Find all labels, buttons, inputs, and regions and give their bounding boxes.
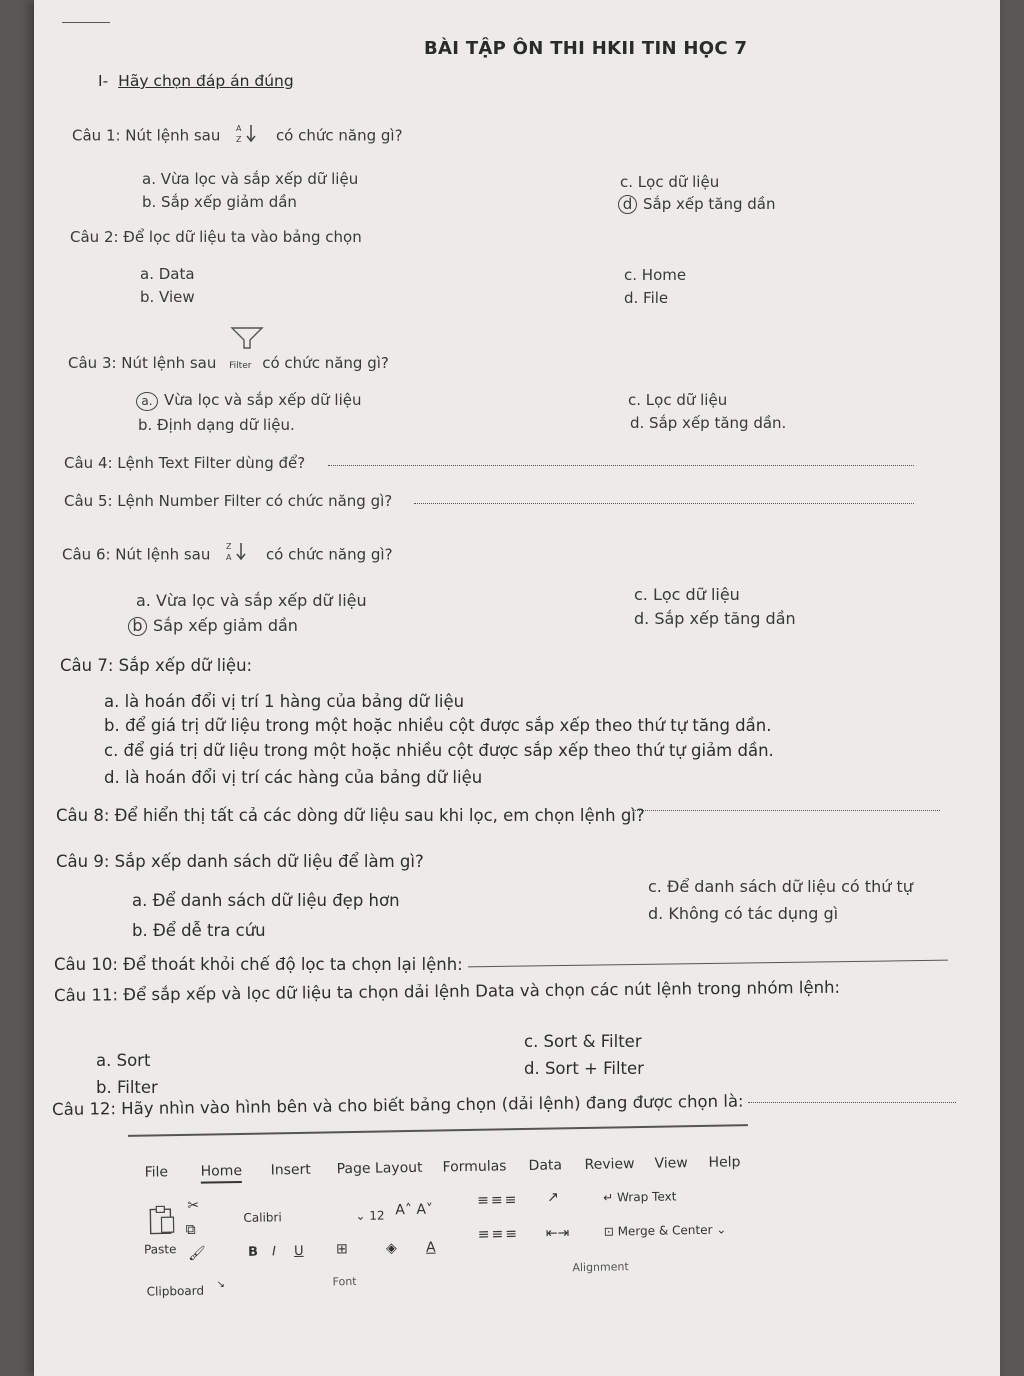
answer-line <box>414 503 914 504</box>
filter-icon-label: Filter <box>229 361 252 371</box>
q6-option-d: d. Sắp xếp tăng dần <box>634 609 796 628</box>
question-2-text: Câu 2: Để lọc dữ liệu ta vào bảng chọn <box>70 228 362 246</box>
q2-option-b: b. View <box>140 288 195 306</box>
question-6-text: Câu 6: Nút lệnh sau <box>62 545 211 564</box>
section-number: I- <box>98 72 109 90</box>
ribbon-tab-insert: Insert <box>270 1161 311 1179</box>
q3-option-b: b. Định dạng dữ liệu. <box>138 416 295 434</box>
ribbon-tab-file: File <box>144 1164 169 1181</box>
q1-option-d <box>618 195 776 214</box>
question-1-suffix: có chức năng gì? <box>275 126 403 145</box>
answer-line <box>328 465 914 466</box>
q7-option-a: a. là hoán đổi vị trí 1 hàng của bảng dữ liệu <box>104 692 465 711</box>
answer-line <box>632 810 940 811</box>
font-size-box: ⌄ 12 <box>355 1208 385 1223</box>
grow-font-icon: A˄ A˅ <box>395 1201 434 1219</box>
q6-option-b-text: Sắp xếp giảm dần <box>153 616 298 635</box>
q1-option-c: c. Lọc dữ liệu <box>620 173 720 191</box>
question-8-text: Câu 8: Để hiển thị tất cả các dòng dữ liệu sau khi lọc, em chọn lệnh gì? <box>56 806 645 825</box>
ribbon-tab-review: Review <box>584 1156 635 1173</box>
q1-option-a: a. Vừa lọc và sắp xếp dữ liệu <box>142 170 359 188</box>
horizontal-align-icons: ≡≡≡ <box>477 1226 520 1243</box>
format-painter-icon: 🖌 <box>187 1245 207 1262</box>
ribbon-tab-page-layout: Page Layout <box>336 1159 423 1178</box>
ribbon-tab-help: Help <box>708 1154 741 1171</box>
sort-descending-icon <box>225 540 251 570</box>
q3-option-c: c. Lọc dữ liệu <box>628 391 728 409</box>
page-title: BÀI TẬP ÔN THI HKII TIN HỌC 7 <box>424 38 748 59</box>
question-10-text: Câu 10: Để thoát khỏi chế độ lọc ta chọn lại lệnh: <box>54 955 463 974</box>
worksheet-page <box>34 0 1000 1376</box>
q2-option-d: d. File <box>624 289 669 307</box>
question-11-text: Câu 11: Để sắp xếp và lọc dữ liệu ta chọn dải lệnh Data và chọn các nút lệnh trong nhóm lệnh: <box>54 977 841 1005</box>
corner-mark <box>62 22 110 23</box>
q1-option-d-text: Sắp xếp tăng dần <box>643 195 776 213</box>
q11-option-b: b. Filter <box>96 1078 158 1097</box>
merge-center-label: Merge & Center <box>617 1222 713 1239</box>
q3-option-d: d. Sắp xếp tăng dần. <box>630 414 787 432</box>
answer-circle: b <box>128 617 147 636</box>
font-size-value: 12 <box>369 1208 385 1223</box>
cut-icon: ✂ <box>187 1197 200 1214</box>
q11-option-d: d. Sort + Filter <box>524 1059 644 1078</box>
q6-option-c: c. Lọc dữ liệu <box>634 585 740 604</box>
q11-option-a: a. Sort <box>96 1051 151 1070</box>
font-name-box: Calibri <box>243 1210 282 1225</box>
answer-circle: a. <box>136 392 158 411</box>
ribbon-tab-formulas: Formulas <box>442 1158 507 1176</box>
bold-icon: B <box>247 1244 259 1260</box>
question-6 <box>62 540 393 570</box>
wrap-text-button: ↵ Wrap Text <box>603 1189 677 1205</box>
question-3-suffix: có chức năng gì? <box>262 354 389 372</box>
q2-option-c: c. Home <box>624 266 687 284</box>
answer-line <box>468 960 948 968</box>
q1-option-b: b. Sắp xếp giảm dần <box>142 193 297 211</box>
q11-option-c: c. Sort & Filter <box>524 1032 642 1051</box>
font-color-icon: A <box>425 1239 436 1256</box>
orientation-icon: ↗ <box>547 1189 560 1206</box>
sort-ascending-icon <box>235 122 261 150</box>
dialog-launcher-icon: ↘ <box>216 1279 226 1291</box>
q9-option-d: d. Không có tác dụng gì <box>648 904 839 923</box>
question-4-text: Câu 4: Lệnh Text Filter dùng để? <box>64 454 306 472</box>
question-9-text: Câu 9: Sắp xếp danh sách dữ liệu để làm gì? <box>56 852 424 871</box>
question-1 <box>72 122 403 150</box>
svg-text:A: A <box>226 553 232 562</box>
excel-ribbon-image <box>124 1124 767 1315</box>
svg-text:A: A <box>236 124 242 133</box>
ribbon-tab-view: View <box>654 1155 688 1172</box>
question-6-suffix: có chức năng gì? <box>265 545 393 564</box>
section-title: Hãy chọn đáp án đúng <box>118 72 294 90</box>
q9-option-a: a. Để danh sách dữ liệu đẹp hơn <box>132 891 400 910</box>
q6-option-b <box>128 616 298 636</box>
question-5-text: Câu 5: Lệnh Number Filter có chức năng gì? <box>64 492 393 510</box>
ribbon-tab-data: Data <box>528 1157 563 1174</box>
borders-icon: ⊞ <box>335 1241 348 1258</box>
section-heading <box>98 72 294 90</box>
italic-icon: I <box>271 1244 277 1260</box>
question-3 <box>68 354 389 372</box>
indent-icons: ⇤⇥ <box>545 1225 570 1242</box>
question-12-text: Câu 12: Hãy nhìn vào hình bên và cho biết bảng chọn (dải lệnh) đang được chọn là: <box>52 1091 744 1119</box>
alignment-group-label: Alignment <box>572 1260 629 1275</box>
q9-option-b: b. Để dễ tra cứu <box>132 921 266 940</box>
clipboard-group-label: Clipboard <box>146 1283 205 1299</box>
ribbon-top-border <box>128 1124 748 1137</box>
question-1-text: Câu 1: Nút lệnh sau <box>72 126 221 145</box>
paste-icon <box>147 1204 178 1241</box>
copy-icon: ⧉ <box>185 1221 196 1238</box>
svg-text:Z: Z <box>226 542 232 551</box>
answer-circle: d <box>618 195 637 214</box>
question-3-text: Câu 3: Nút lệnh sau <box>68 354 217 372</box>
svg-text:Z: Z <box>236 135 242 144</box>
q3-option-a-text: Vừa lọc và sắp xếp dữ liệu <box>164 391 362 409</box>
q3-option-a <box>136 391 361 411</box>
q7-option-c: c. để giá trị dữ liệu trong một hoặc nhiều cột được sắp xếp theo thứ tự giảm dần. <box>104 741 774 760</box>
filter-funnel-icon <box>230 326 264 354</box>
q6-option-a: a. Vừa lọc và sắp xếp dữ liệu <box>136 591 367 610</box>
q9-option-c: c. Để danh sách dữ liệu có thứ tự <box>648 877 913 896</box>
font-group-label: Font <box>332 1274 357 1289</box>
fill-color-icon: ◈ <box>385 1240 397 1257</box>
vertical-align-icons: ≡≡≡ <box>477 1192 519 1209</box>
ribbon-tab-home: Home <box>201 1163 243 1184</box>
q7-option-d: d. là hoán đổi vị trí các hàng của bảng dữ liệu <box>104 768 483 787</box>
q2-option-a: a. Data <box>140 265 195 283</box>
merge-center-button: ⊡ Merge & Center ⌄ <box>603 1222 727 1239</box>
wrap-text-label: Wrap Text <box>616 1189 677 1205</box>
question-7-text: Câu 7: Sắp xếp dữ liệu: <box>60 656 253 675</box>
underline-icon: U <box>293 1243 304 1260</box>
q7-option-b: b. để giá trị dữ liệu trong một hoặc nhiều cột được sắp xếp theo thứ tự tăng dần. <box>104 716 772 735</box>
paste-label: Paste <box>143 1242 177 1257</box>
answer-line <box>748 1102 956 1103</box>
